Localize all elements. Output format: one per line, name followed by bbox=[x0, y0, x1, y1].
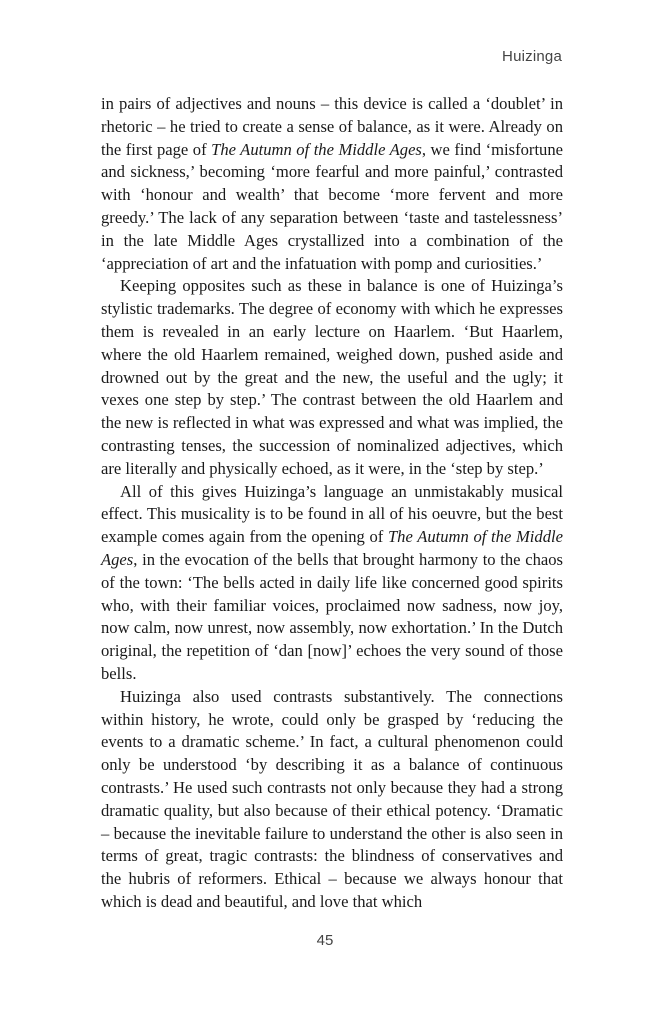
paragraph bbox=[101, 686, 563, 914]
text-run: Keeping opposites such as these in balance is one of Huizinga’s stylistic trademarks. The degree of economy with which he expresses them is revealed in an early lecture on Haarlem. ‘But Haarlem, where the old Haarlem remained, weighed down, pushed aside and drowned out by the great and the new, the useful and the ugly; it vexes one step by step.’ The contrast between the old Haarlem and the new is reflected in what was expressed and what was implied, the contrasting tenses, the succession of nominalized adjectives, which are literally and physically echoed, as it were, in the ‘step by step.’ bbox=[101, 276, 563, 478]
paragraph bbox=[101, 93, 563, 275]
text-run: , in the evocation of the bells that brought harmony to the chaos of the town: ‘The bells acted in daily life like concerned good spirits who, with their familiar voices, proclaimed now sadness, now joy, now calm, now unrest, now assembly, now exhortation.’ In the Dutch original, the repetition of ‘dan [now]’ echoes the very sound of those bells. bbox=[101, 549, 563, 683]
text-run: Huizinga also used contrasts substantively. The connections within history, he wrote, could only be grasped by ‘reducing the events to a dramatic scheme.’ In fact, a cultural phenomenon could only be understood ‘by describing it as a balance of continuous contrasts.’ He used such contrasts not only because they had a strong dramatic quality, but also because of their ethical potency. ‘Dramatic – because the inevitable failure to understand the other is also seen in terms of great, tragic contrasts: the blindness of conservatives and the hubris of reformers. Ethical – because we always honour that which is dead and beautiful, and love that which bbox=[101, 686, 563, 911]
paragraph bbox=[101, 275, 563, 480]
paragraph bbox=[101, 481, 563, 686]
page-number: 45 bbox=[316, 932, 334, 949]
text-run: All of this gives Huizinga’s language an unmistakably musical effect. This musicality is to be found in all of his oeuvre, but the best example comes again from the opening of bbox=[101, 481, 563, 547]
text-run: , we find ‘misfortune and sickness,’ becoming ‘more fearful and more painful,’ contrasted with ‘honour and wealth’ that become ‘more fervent and more greedy.’ The lack of any separation between ‘taste and tastelessness’ in the late Middle Ages crystallized into a combination of the ‘appreciation of art and the infatuation with pomp and curiosities.’ bbox=[101, 139, 564, 273]
body-text bbox=[101, 93, 563, 914]
running-head: Huizinga bbox=[502, 48, 562, 65]
text-run: in pairs of adjectives and nouns – this device is called a ‘doublet’ in rhetoric – he tried to create a sense of balance, as it were. Already on the first page of bbox=[101, 94, 563, 159]
book-title-italic: The Autumn of the Middle Ages bbox=[101, 527, 563, 569]
book-title-italic: The Autumn of the Middle Ages bbox=[211, 139, 422, 159]
